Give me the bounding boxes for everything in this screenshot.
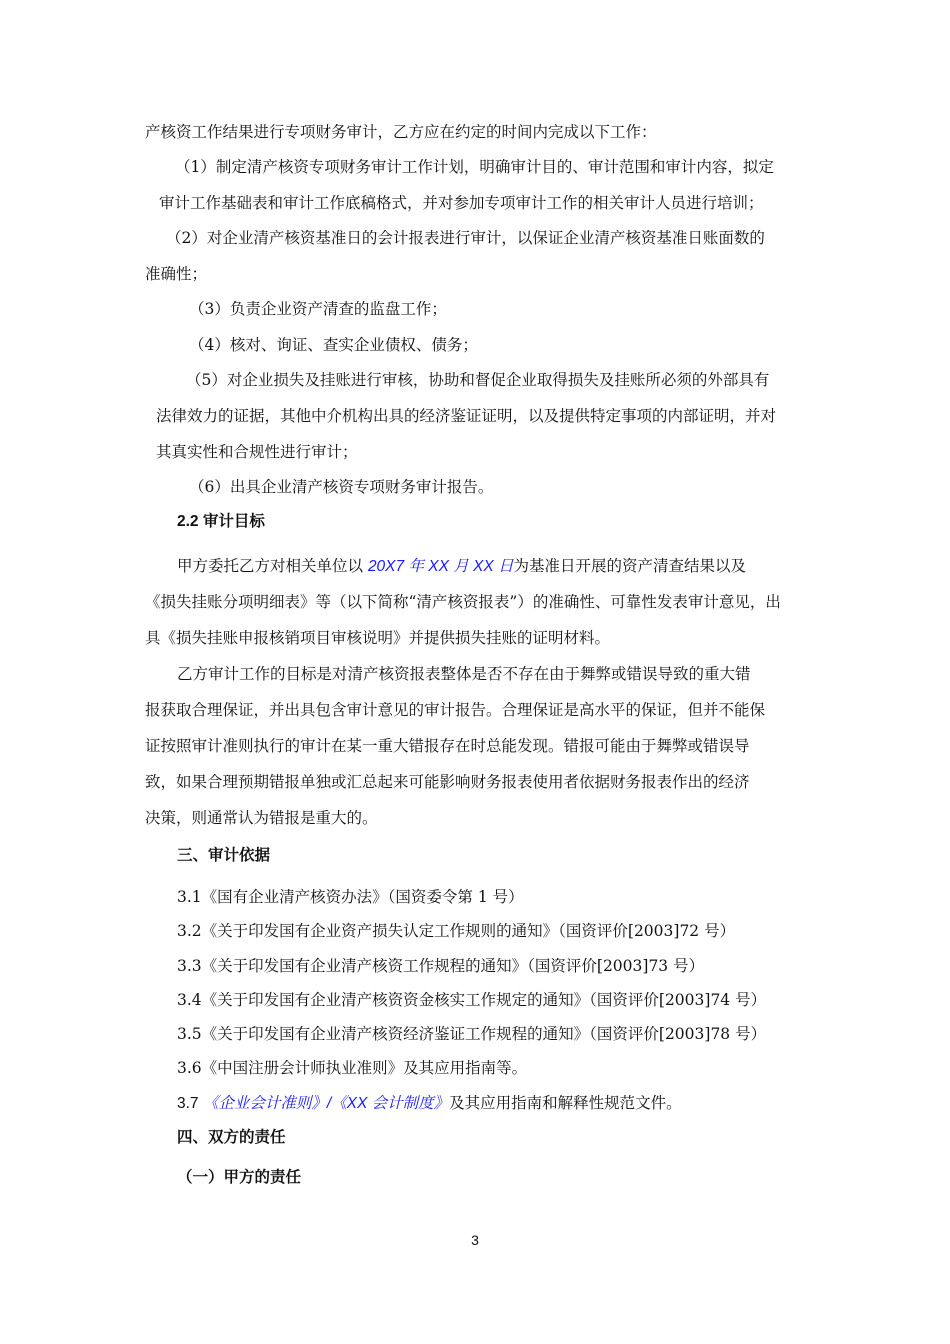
reference-item: 3.6《中国注册会计师执业准则》及其应用指南等。 <box>177 1059 528 1077</box>
page-number: 3 <box>471 1232 479 1248</box>
list-item-1-line: （1）制定清产核资专项财务审计工作计划，明确审计目的、审计范围和审计内容，拟定 <box>175 158 774 176</box>
reference-item: 3.1《国有企业清产核资办法》（国资委令第 1 号） <box>177 888 524 906</box>
section-heading-4: 四、双方的责任 <box>177 1129 286 1146</box>
paragraph-line <box>177 556 746 577</box>
accounting-standard-placeholder: 《企业会计准则》/《XX 会计制度》 <box>202 1095 450 1112</box>
list-item-5-line: （5）对企业损失及挂账进行审核，协助和督促企业取得损失及挂账所必须的外部具有 <box>186 371 770 389</box>
list-item-2-line: 准确性； <box>145 265 208 283</box>
text-run: 为基准日开展的资产清查结果以及 <box>513 557 747 575</box>
text-run: 甲方委托乙方对相关单位以 <box>177 557 368 575</box>
subsection-heading: （一）甲方的责任 <box>177 1169 302 1186</box>
reference-item: 3.4《关于印发国有企业清产核资资金核实工作规定的通知》（国资评价[2003]74 号） <box>177 991 767 1009</box>
paragraph-line: 具《损失挂账申报核销项目审核说明》并提供损失挂账的证明材料。 <box>145 629 611 647</box>
list-item-3: （3）负责企业资产清查的监盘工作； <box>189 300 447 318</box>
paragraph-line: 产核资工作结果进行专项财务审计，乙方应在约定的时间内完成以下工作： <box>145 123 657 141</box>
paragraph-line: 《损失挂账分项明细表》等（以下简称“清产核资报表”）的准确性、可靠性发表审计意见，出 <box>145 593 781 611</box>
section-heading-2-2: 2.2 审计目标 <box>177 513 265 530</box>
list-item-1-line: 审计工作基础表和审计工作底稿格式，并对参加专项审计工作的相关审计人员进行培训； <box>159 194 764 212</box>
list-item-6: （6）出具企业清产核资专项财务审计报告。 <box>189 478 494 496</box>
list-item-4: （4）核对、询证、查实企业债权、债务； <box>189 336 478 354</box>
reference-item: 3.5《关于印发国有企业清产核资经济鉴证工作规程的通知》（国资评价[2003]78 号） <box>177 1025 767 1043</box>
paragraph-line: 乙方审计工作的目标是对清产核资报表整体是否不存在由于舞弊或错误导致的重大错 <box>177 665 751 683</box>
reference-item: 3.2《关于印发国有企业资产损失认定工作规则的通知》（国资评价[2003]72 号） <box>177 922 736 940</box>
list-item-5-line: 法律效力的证据，其他中介机构出具的经济鉴证证明，以及提供特定事项的内部证明，并对 <box>156 407 777 425</box>
base-date-placeholder: 20X7 年 XX 月 XX 日 <box>367 558 514 575</box>
paragraph-line: 决策，则通常认为错报是重大的。 <box>145 809 378 827</box>
paragraph-line: 证按照审计准则执行的审计在某一重大错报存在时总能发现。错报可能由于舞弊或错误导 <box>145 737 750 755</box>
text-run: 及其应用指南和解释性规范文件。 <box>449 1094 682 1112</box>
section-heading-3: 三、审计依据 <box>177 847 271 864</box>
text-run: 3.7 <box>177 1095 203 1112</box>
paragraph-line: 致，如果合理预期错报单独或汇总起来可能影响财务报表使用者依据财务报表作出的经济 <box>145 773 750 791</box>
paragraph-line: 报获取合理保证，并出具包含审计意见的审计报告。合理保证是高水平的保证，但并不能保 <box>145 701 766 719</box>
reference-item <box>177 1093 682 1114</box>
list-item-5-line: 其真实性和合规性进行审计； <box>156 443 358 461</box>
list-item-2-line: （2）对企业清产核资基准日的会计报表进行审计，以保证企业清产核资基准日账面数的 <box>166 229 765 247</box>
reference-item: 3.3《关于印发国有企业清产核资工作规程的通知》（国资评价[2003]73 号） <box>177 957 705 975</box>
